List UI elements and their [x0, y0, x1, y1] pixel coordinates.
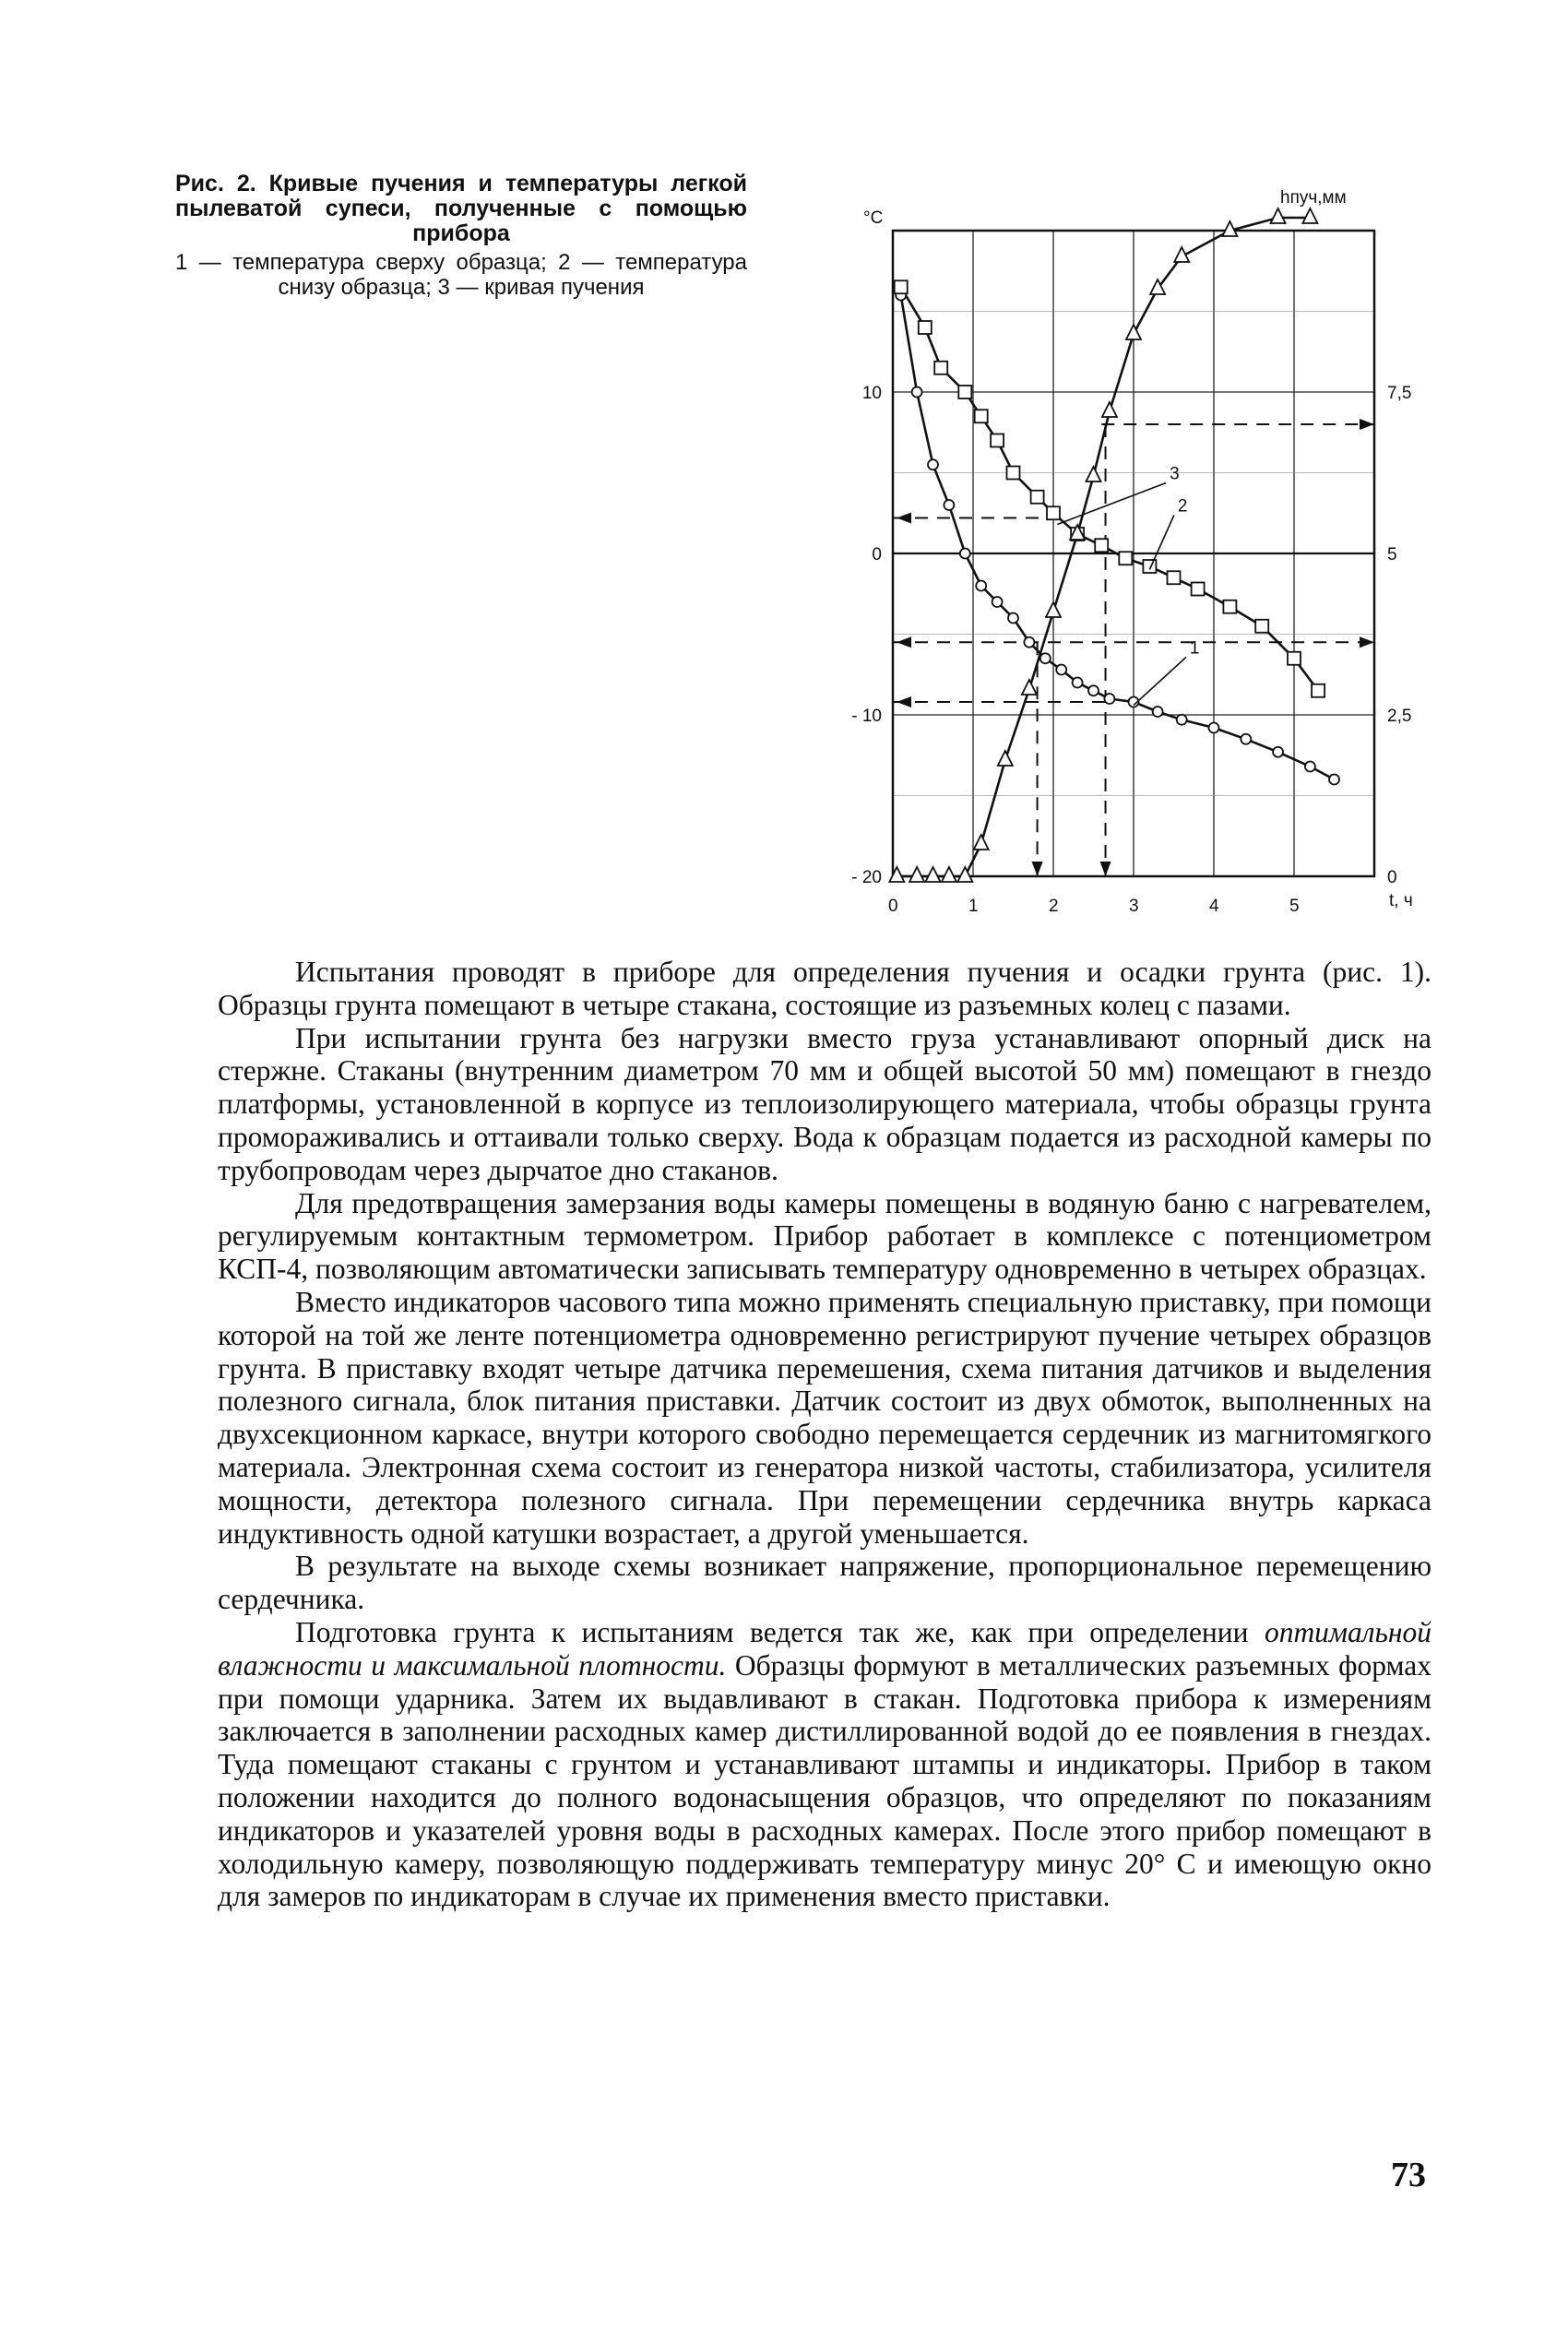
marker-square [1007, 467, 1020, 480]
chart-curves [897, 218, 1334, 876]
marker-triangle [1022, 680, 1037, 695]
guide-arrowhead [897, 636, 911, 648]
caption-legend: 1 — температура сверху образца; 2 — температура снизу образца; 3 — кривая пучения [175, 250, 747, 300]
frost-heave-chart [821, 175, 1457, 932]
marker-circle [1104, 694, 1114, 704]
guide-arrowhead [897, 696, 911, 707]
curve-number-label: 2 [1177, 496, 1188, 517]
marker-square [934, 362, 947, 374]
marker-circle [992, 597, 1003, 607]
marker-circle [976, 581, 986, 591]
curve-leader-line [1149, 516, 1173, 570]
marker-triangle [1271, 208, 1286, 223]
curve-number-label: 3 [1170, 464, 1180, 484]
marker-square [1119, 552, 1132, 565]
marker-square [1192, 583, 1205, 596]
marker-circle [1209, 723, 1219, 733]
page-number: 73 [1391, 2156, 1426, 2194]
y-right-tick-label: 7,5 [1387, 384, 1412, 403]
marker-circle [912, 387, 922, 398]
y-left-unit: °C [863, 208, 884, 228]
marker-circle [1241, 734, 1251, 744]
figure-caption [175, 172, 747, 300]
y-right-tick-label: 0 [1387, 868, 1397, 887]
marker-square [895, 280, 908, 293]
x-axis-label: t, ч [1389, 891, 1413, 910]
guide-arrowhead [1100, 862, 1111, 876]
y-left-tick-label: - 20 [851, 868, 882, 887]
marker-circle [1305, 762, 1315, 772]
marker-square [958, 386, 971, 398]
marker-circle [960, 549, 970, 559]
marker-square [1047, 506, 1060, 519]
marker-triangle [998, 751, 1013, 766]
marker-circle [1040, 653, 1051, 663]
y-left-tick-label: 10 [861, 384, 882, 403]
marker-triangle [1102, 402, 1117, 417]
marker-triangle [1046, 602, 1061, 617]
x-tick-label: 1 [968, 897, 979, 916]
marker-triangle [909, 867, 924, 882]
body-text [218, 956, 1431, 1913]
paragraph-1: Испытания проводят в приборе для определения пучения и осадки грунта (рис. 1). Образцы грунта помещают в четыре стакана, состоящие из разъемных колец с пазами. [218, 956, 1431, 1021]
marker-circle [1273, 747, 1283, 757]
marker-circle [928, 459, 938, 470]
italic-phrase: оптимальной влажности и максимальной плотности. [218, 1615, 1431, 1682]
marker-circle [944, 500, 954, 510]
marker-triangle [1302, 208, 1317, 223]
x-tick-label: 5 [1289, 897, 1300, 916]
marker-triangle [942, 867, 956, 882]
chart-markers [889, 208, 1339, 882]
guide-arrowhead [1360, 636, 1374, 648]
marker-circle [1329, 775, 1339, 785]
marker-square [975, 410, 988, 422]
caption-title: Рис. 2. Кривые пучения и температуры легкой пылеватой супеси, полученные с помощью прибора [175, 171, 747, 246]
marker-square [1095, 539, 1108, 552]
marker-circle [1024, 637, 1034, 648]
figure-chart [821, 175, 1457, 932]
marker-triangle [974, 835, 989, 850]
marker-circle [1073, 678, 1083, 688]
y-left-tick-label: - 10 [851, 707, 882, 726]
marker-square [1143, 560, 1156, 573]
y-right-tick-label: 5 [1387, 545, 1397, 565]
paragraph-5: В результате на выходе схемы возникает напряжение, пропорциональное перемещению сердечника. [218, 1550, 1431, 1616]
y-right-tick-label: 2,5 [1387, 707, 1412, 726]
curve-leader-line [1057, 483, 1166, 525]
marker-triangle [1126, 325, 1141, 339]
guide-arrowhead [1360, 419, 1374, 430]
marker-square [1223, 600, 1236, 613]
paragraph-6: Подготовка грунта к испытаниям ведется так же, как при определении оптимальной влажности и максимальной плотности. Образцы формуют в металлических разъемных формах при помощи ударника. Затем их выдавливают в стакан. Подготовка прибора к измерениям заключается в заполнении расходных камер дистиллированной водой до ее появления в гнездах. Туда помещают стаканы с грунтом и устанавливают штампы и индикаторы. Прибор в таком положении находится до полного водонасыщения образцов, что определяют по показаниям индикаторов и указателей уровня воды в расходных камерах. После этого прибор помещают в холодильную камеру, позволяющую поддерживать температуру минус 20° С и имеющую окно для замеров по индикаторам в случае их применения вместо приставки. [218, 1615, 1431, 1913]
x-tick-label: 3 [1129, 897, 1139, 916]
marker-square [1168, 571, 1181, 584]
guide-arrowhead [1032, 862, 1043, 876]
marker-square [1255, 620, 1268, 633]
marker-triangle [926, 867, 941, 882]
curve-leader-line [1134, 658, 1186, 706]
paragraph-2: При испытании грунта без нагрузки вместо груза устанавливают опорный диск на стержне. Стаканы (внутренним диаметром 70 мм и общей высотой 50 мм) помещают в гнездо платформы, установленной в корпусе из теплоизолирующего материала, чтобы образцы грунта промораживались и оттаивали только сверху. Вода к образцам подается из расходной камеры по трубопроводам через дырчатое дно стаканов. [218, 1021, 1431, 1186]
marker-circle [1008, 613, 1018, 624]
paragraph-4: Вместо индикаторов часового типа можно применять специальную приставку, при помощи которой на той же ленте потенциометра одновременно регистрируют пучение четырех образцов грунта. В приставку входят четыре датчика перемешения, схема питания датчиков и выделения полезного сигнала, блок питания приставки. Датчик состоит из двух обмоток, выполненных на двухсекционном каркасе, внутри которого свободно перемещается сердечник из магнитомягкого материала. Электронная схема состоит из генератора низкой частоты, стабилизатора, усилителя мощности, детектора полезного сигнала. При перемещении сердечника внутрь каркаса индуктивность одной катушки возрастает, а другой уменьшается. [218, 1285, 1431, 1550]
marker-square [919, 321, 932, 334]
marker-circle [1056, 665, 1066, 675]
marker-circle [1177, 715, 1187, 725]
marker-circle [1088, 685, 1099, 695]
guide-arrowhead [897, 513, 911, 524]
marker-square [1288, 652, 1301, 665]
marker-circle [1153, 707, 1163, 717]
marker-square [991, 434, 1004, 447]
y-left-tick-label: 0 [872, 545, 882, 565]
curve-number-label: 1 [1189, 638, 1200, 659]
series-line-1 [901, 295, 1335, 779]
y-right-unit: hпуч,мм [1280, 188, 1347, 208]
x-tick-label: 0 [888, 897, 898, 916]
x-tick-label: 2 [1049, 897, 1059, 916]
paragraph-3: Для предотвращения замерзания воды камеры помещены в водяную баню с нагревателем, регулируемым контактным термометром. Прибор работает в комплексе с потенциометром КСП-4, позволяющим автоматически записывать температуру одновременно в четырех образцах. [218, 1186, 1431, 1286]
x-tick-label: 4 [1209, 897, 1219, 916]
marker-triangle [1087, 467, 1101, 481]
marker-square [1312, 684, 1324, 697]
marker-square [1031, 491, 1044, 504]
marker-triangle [957, 867, 972, 882]
